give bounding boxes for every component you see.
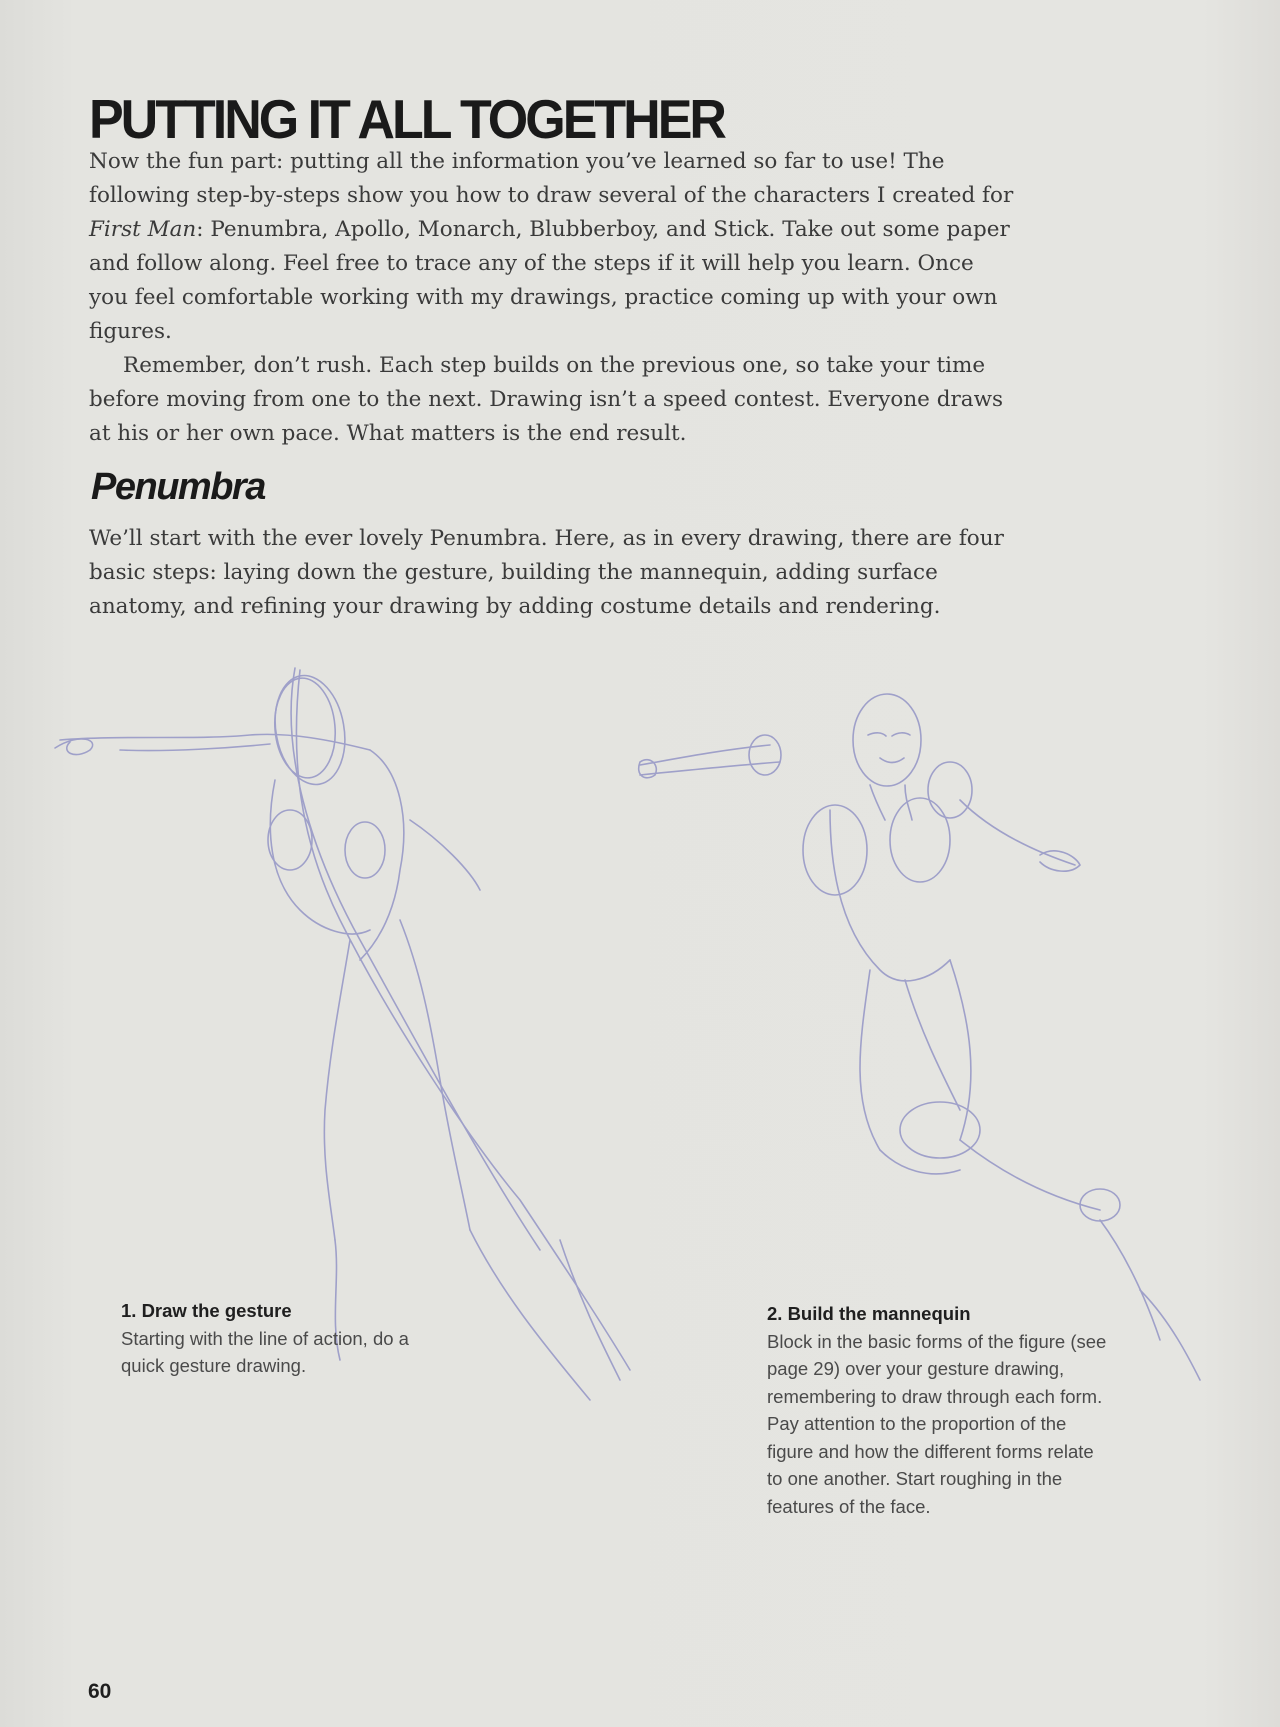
intro-paragraph-1: Now the fun part: putting all the information you’ve learned so far to use! The following step-by-steps show you how to draw several of the characters I created for First Man: Penumbra, Apollo, Monarch, Blubberboy, and Stick. Take out some paper and follow along. Feel free to trace any of the steps if it will help you learn. Once you feel comfortable working with my drawings, practice coming up with your own figures. <box>89 149 1014 344</box>
page-number: 60 <box>88 1680 112 1703</box>
step-2-title: 2. Build the mannequin <box>767 1303 971 1324</box>
step-2-caption <box>767 1300 1107 1520</box>
section-body: We’ll start with the ever lovely Penumbra. Here, as in every drawing, there are four basic steps: laying down the gesture, building the mannequin, adding surface anatomy, and refining your drawing by adding costume details and rendering. <box>89 526 1004 619</box>
book-title-emphasis: First Man <box>89 217 197 242</box>
gesture-sketch-figure <box>55 668 630 1400</box>
intro-text <box>89 145 1019 451</box>
intro-paragraph-2: Remember, don’t rush. Each step builds on the previous one, so take your time before moving from one to the next. Drawing isn’t a speed contest. Everyone draws at his or her own pace. What matters is the end result. <box>89 353 1004 446</box>
page-title: PUTTING IT ALL TOGETHER <box>89 89 724 151</box>
step-1-text: Starting with the line of action, do a quick gesture drawing. <box>121 1327 409 1376</box>
step-2-text: Block in the basic forms of the figure (see page 29) over your gesture drawing, remembering to draw through each form. Pay attention to the proportion of the figure and how the different forms relate to one another. Start roughing in the features of the face. <box>767 1330 1107 1517</box>
step-1-caption <box>121 1297 451 1380</box>
step-1-title: 1. Draw the gesture <box>121 1300 292 1321</box>
mannequin-sketch-figure <box>639 694 1200 1380</box>
section-title: Penumbra <box>91 466 265 508</box>
